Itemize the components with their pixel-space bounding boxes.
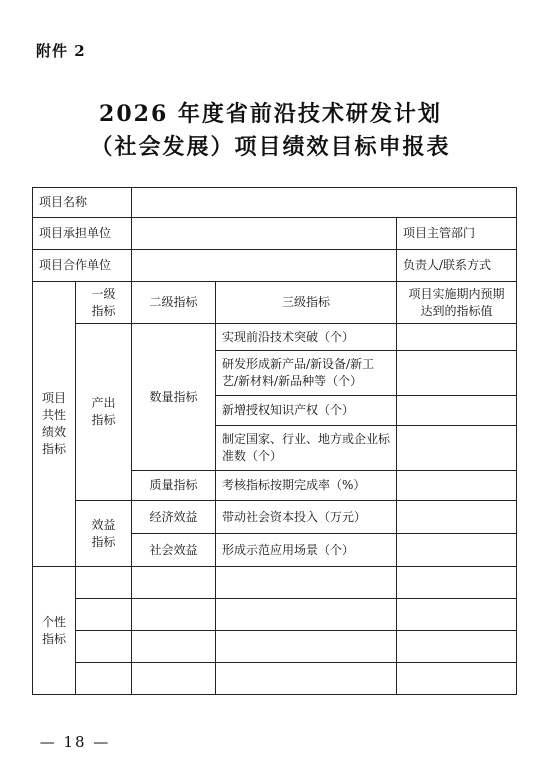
quantity-item: 新增授权知识产权（个） xyxy=(216,396,397,426)
blank-cell[interactable] xyxy=(216,631,397,663)
partner-label: 项目合作单位 xyxy=(33,250,132,282)
quantity-indicator-label: 数量指标 xyxy=(132,324,216,471)
row-partner xyxy=(33,250,517,282)
blank-cell[interactable] xyxy=(132,663,216,695)
economic-item: 带动社会资本投入（万元） xyxy=(216,501,397,534)
attachment-label: 附件 2 xyxy=(36,42,86,60)
contact-label: 负责人/联系方式 xyxy=(397,250,517,282)
blank-cell[interactable] xyxy=(216,567,397,599)
blank-cell[interactable] xyxy=(76,567,132,599)
blank-cell[interactable] xyxy=(216,663,397,695)
target-value-field[interactable] xyxy=(397,534,517,567)
row-project-name xyxy=(33,188,517,218)
row-undertaker xyxy=(33,218,517,250)
quantity-item: 研发形成新产品/新设备/新工艺/新材料/新品种等（个） xyxy=(216,351,397,396)
row-individual-2 xyxy=(33,599,517,631)
target-value-field[interactable] xyxy=(397,501,517,534)
quality-indicator-label: 质量指标 xyxy=(132,471,216,501)
target-value-field[interactable] xyxy=(397,471,517,501)
social-benefit-label: 社会效益 xyxy=(132,534,216,567)
economic-benefit-label: 经济效益 xyxy=(132,501,216,534)
blank-cell[interactable] xyxy=(76,663,132,695)
quantity-item: 制定国家、行业、地方或企业标准数（个） xyxy=(216,426,397,471)
row-individual-4 xyxy=(33,663,517,695)
target-value-field[interactable] xyxy=(397,324,517,351)
blank-cell[interactable] xyxy=(397,567,517,599)
project-name-field[interactable] xyxy=(132,188,517,218)
header-level2: 二级指标 xyxy=(132,282,216,324)
header-level3: 三级指标 xyxy=(216,282,397,324)
blank-cell[interactable] xyxy=(132,631,216,663)
target-value-field[interactable] xyxy=(397,351,517,396)
header-target-value: 项目实施期内预期 达到的指标值 xyxy=(397,282,517,324)
header-level1: 一级 指标 xyxy=(76,282,132,324)
target-value-field[interactable] xyxy=(397,426,517,471)
blank-cell[interactable] xyxy=(397,663,517,695)
quantity-item: 实现前沿技术突破（个） xyxy=(216,324,397,351)
project-name-label: 项目名称 xyxy=(33,188,132,218)
undertaker-label: 项目承担单位 xyxy=(33,218,132,250)
row-individual-3 xyxy=(33,631,517,663)
common-indicator-group-label: 项目 共性 绩效 指标 xyxy=(33,282,76,567)
target-value-field[interactable] xyxy=(397,396,517,426)
page-number: — 18 — xyxy=(39,733,111,751)
undertaker-field[interactable] xyxy=(132,218,397,250)
form-title-line1: 2026 年度省前沿技术研发计划 xyxy=(99,101,442,127)
blank-cell[interactable] xyxy=(76,599,132,631)
blank-cell[interactable] xyxy=(397,599,517,631)
row-individual-1 xyxy=(33,567,517,599)
row-quantity-1 xyxy=(33,324,517,351)
blank-cell[interactable] xyxy=(132,599,216,631)
authority-label: 项目主管部门 xyxy=(397,218,517,250)
partner-field[interactable] xyxy=(132,250,397,282)
blank-cell[interactable] xyxy=(76,631,132,663)
blank-cell[interactable] xyxy=(132,567,216,599)
blank-cell[interactable] xyxy=(216,599,397,631)
social-item: 形成示范应用场景（个） xyxy=(216,534,397,567)
row-indicator-header xyxy=(33,282,517,324)
row-economic xyxy=(33,501,517,534)
benefit-indicator-label: 效益 指标 xyxy=(76,501,132,567)
output-indicator-label: 产出 指标 xyxy=(76,324,132,501)
quality-item: 考核指标按期完成率（%） xyxy=(216,471,397,501)
individual-indicator-label: 个性 指标 xyxy=(33,567,76,695)
blank-cell[interactable] xyxy=(397,631,517,663)
form-title-line2: （社会发展）项目绩效目标申报表 xyxy=(90,134,451,160)
performance-goal-table xyxy=(32,187,517,695)
